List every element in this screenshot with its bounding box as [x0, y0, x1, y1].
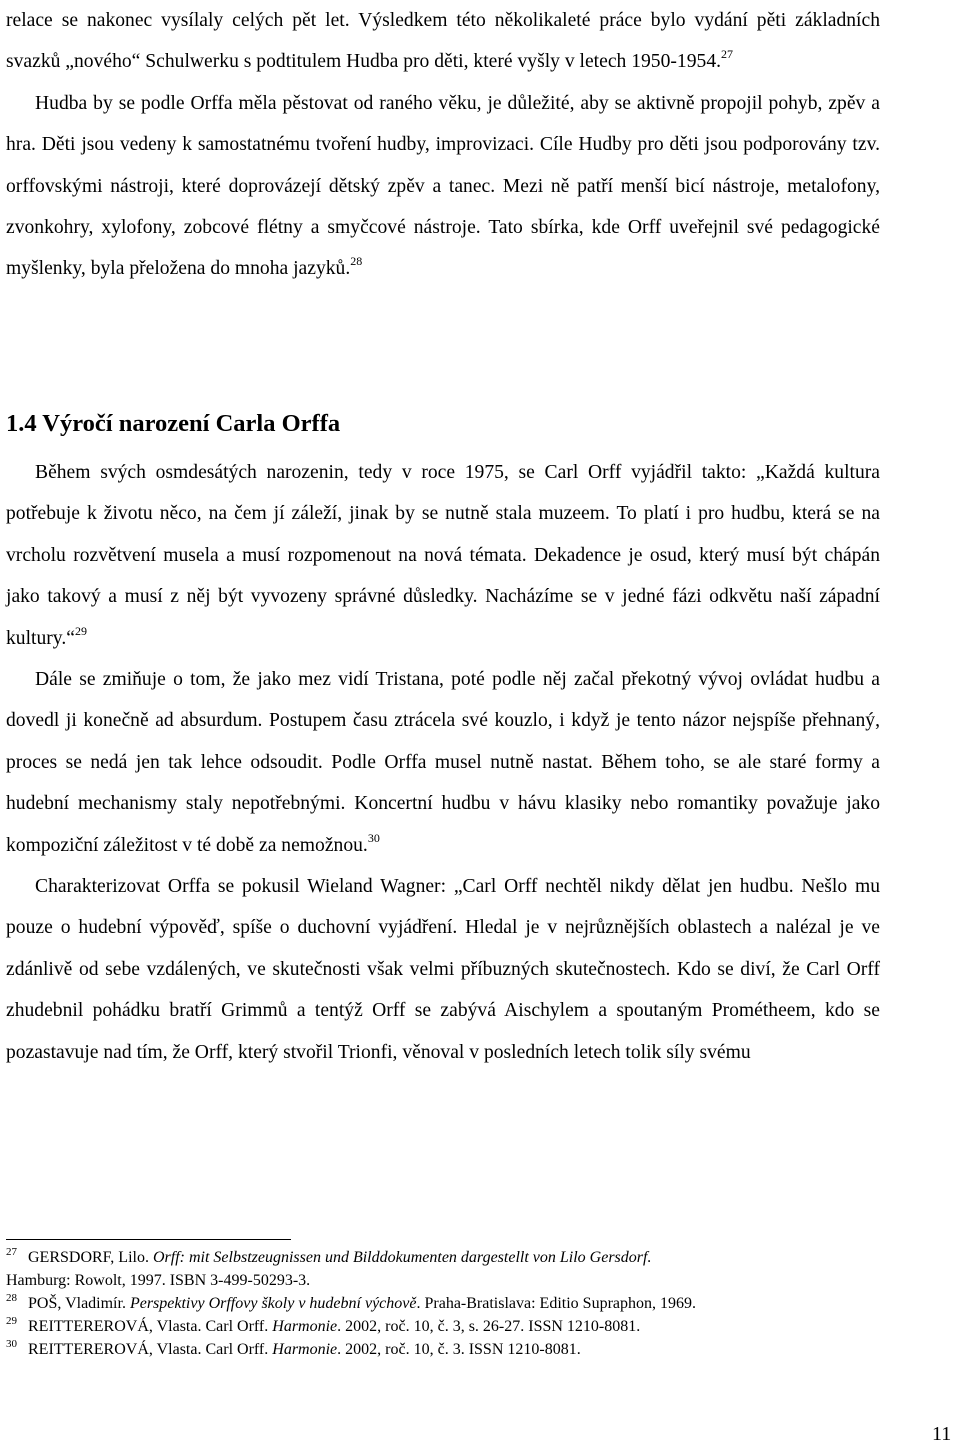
paragraph: Hudba by se podle Orffa měla pěstovat od raného věku, je důležité, aby se aktivně propojil pohyb, zpěv a hra. Děti jsou vedeny k samostatnému tvoření hudby, improvizaci. Cíle Hudby pro děti jsou podporovány tzv. orffovskými nástroji, které doprovázejí dětský zpěv a tanec. Mezi ně patří menší bicí nástroje, metalofony, zvonkohry, xylofony, zobcové flétny a smyčcové nástroje. Tato sbírka, kde Orff uveřejnil své pedagogické myšlenky, byla přeložena do mnoha jazyků.$^{28}$ — [6, 92, 880, 280]
footnote: 27 GERSDORF, Lilo. Orff: mit Selbstzeugnissen und Bilddokumenten dargestellt von Lilo Gersdorf. Hamburg: Rowolt, 1997. ISBN 3-499-50293-3. — [6, 1246, 652, 1289]
section-heading: 1.4 Výročí narození Carla Orffa — [6, 410, 341, 437]
paragraph: Charakterizovat Orffa se pokusil Wieland Wagner: „Carl Orff nechtěl nikdy dělat jen hudbu. Nešlo mu pouze o hudební výpověď, spíše o duchovní vyjádření. Hledal je v nejrůznějších oblastech a nalézal je ve zdánlivě od sebe vzdálených, ve skutečnosti však velmi příbuzných skutečnostech. Kdo se diví, že Carl Orff zhudebnil pohádku bratří Grimmů a tentýž Orff se zabývá Aischylem a spoutaným Prométheem, kdo se pozastavuje nad tím, že Orff, který stvořil Trionfi, věnoval v posledních letech tolik síly svému — [6, 876, 880, 1063]
paragraph: Dále se zmiňuje o tom, že jako mez vidí Tristana, poté podle něj začal překotný vývoj ovládat hudbu a dovedl ji konečně ad absurdum. Postupem času ztrácela své kouzlo, i když je tento názor nejspíše přehnaný, proces se nedá jen tak lehce odsoudit. Podle Orffa musel nutně nastat. Během toho, se ale staré formy a hudební mechanismy staly nepotřebnými. Koncertní hudbu v hávu klasiky nebo romantiky považuje jako kompoziční záležitost v té době za nemožnou.$^{30}$ — [6, 669, 880, 856]
intro-text — [6, 0, 880, 290]
footnote-divider — [6, 1239, 291, 1240]
footnote: 30 REITTEREROVÁ, Vlasta. Carl Orff. Harmonie. 2002, roč. 10, č. 3. ISSN 1210-8081. — [6, 1338, 581, 1358]
page-number: 11 — [932, 1423, 952, 1445]
footnotes — [6, 1246, 906, 1361]
footnote-ref[interactable]: 30 — [367, 830, 380, 845]
footnote-ref[interactable]: 29 — [74, 623, 87, 638]
paragraph: Během svých osmdesátých narozenin, tedy v roce 1975, se Carl Orff vyjádřil takto: „Každá kultura potřebuje k životu něco, na čem jí záleží, jinak by se nutně stala muzeem. To platí i pro hudbu, která se na vrcholu rozvětvení musela a musí rozpomenout na nová témata. Dekadence je osud, který musí být chápán jako takový a musí z něj být vyvozeny správné důsledky. Nacházíme se v jedné fázi odkvětu naší západní kultury.“$^{29}$ — [6, 462, 880, 649]
footnote-ref[interactable]: 28 — [350, 254, 363, 269]
footnote: 29 REITTEREROVÁ, Vlasta. Carl Orff. Harmonie. 2002, roč. 10, č. 3, s. 26-27. ISSN 1210-8081. — [6, 1315, 641, 1335]
footnote-ref[interactable]: 27 — [721, 47, 734, 62]
section-text — [6, 452, 880, 1073]
footnote: 28 POŠ, Vladimír. Perspektivy Orffovy školy v hudební výchově. Praha-Bratislava: Editio Supraphon, 1969. — [6, 1292, 696, 1312]
paragraph: relace se nakonec vysílaly celých pět let. Výsledkem této několikaleté práce bylo vydání pěti základních svazků „nového“ Schulwerku s podtitulem Hudba pro děti, které vyšly v letech 1950-1954.27 — [6, 10, 880, 73]
